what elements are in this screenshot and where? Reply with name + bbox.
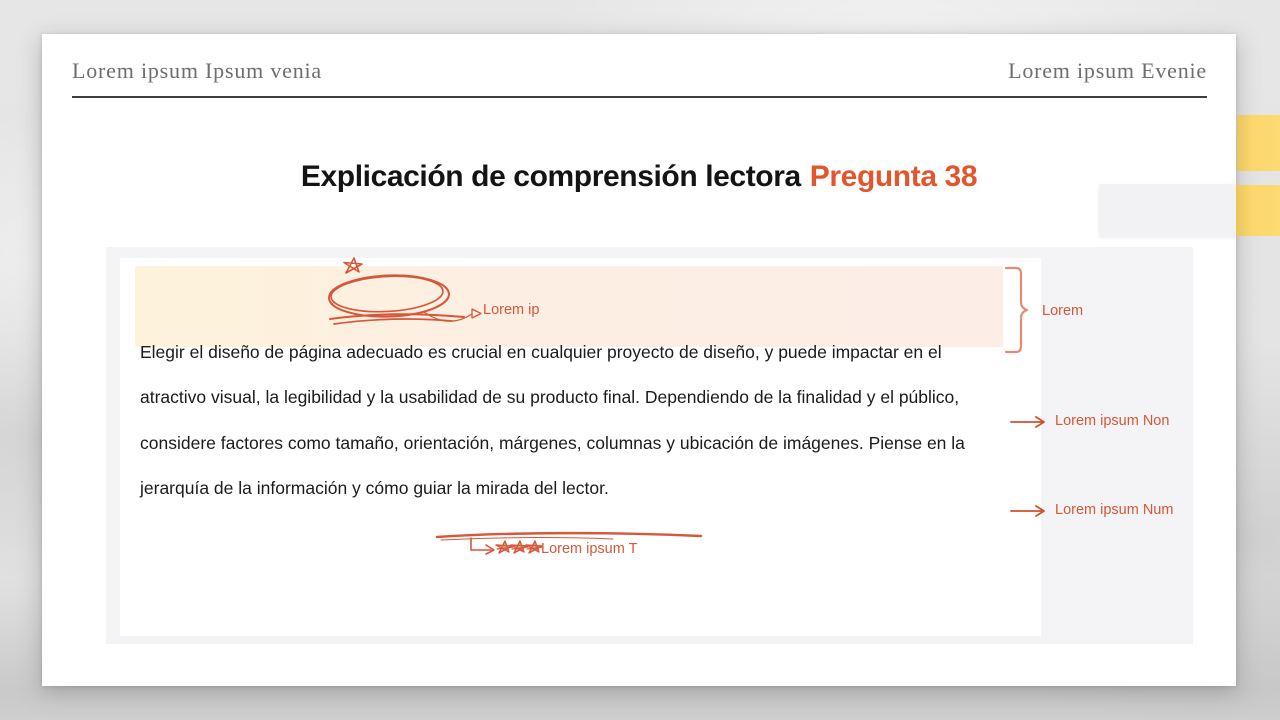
header-right-text: Lorem ipsum Evenie: [1008, 58, 1207, 83]
sticky-tab-top[interactable]: [1237, 115, 1280, 171]
strike-annotation-label: Lorem ipsum T: [541, 541, 638, 557]
arrow-top-icon: [1010, 414, 1050, 430]
arrow-bottom-icon: [1010, 503, 1050, 519]
arrow-top-label: Lorem ipsum Non: [1055, 413, 1170, 429]
circle-annotation-label: Lorem ip: [483, 302, 540, 318]
brace-annotation-label: Lorem: [1042, 303, 1084, 319]
brace-icon: [1004, 265, 1038, 355]
passage-line: Elegir el diseño de página adecuado es crucial en cualquier proyecto de diseño, y puede impactar en el: [140, 342, 942, 362]
header-divider: [72, 96, 1207, 98]
slide-title: [42, 160, 1236, 194]
passage-line: atractivo visual, la legibilidad y la usabilidad de su producto final. Dependiendo de la finalidad y el público,: [140, 387, 960, 408]
title-highlight: Pregunta 38: [809, 160, 978, 193]
reading-passage-box: [120, 258, 1041, 636]
passage-line: considere factores como tamaño, orientación, márgenes, columnas y ubicación de imágenes. Piense en la: [140, 432, 965, 453]
sticky-note-body[interactable]: [1099, 184, 1236, 237]
title-main: Explicación de comprensión lectora: [300, 160, 801, 193]
passage-text: [140, 330, 1030, 512]
slide-card: [42, 34, 1236, 686]
header-left-text: Lorem ipsum Ipsum venia: [72, 58, 322, 83]
slide-header: [72, 58, 1207, 84]
sticky-tab-bottom[interactable]: [1236, 185, 1280, 236]
arrow-bottom-label: Lorem ipsum Num: [1055, 502, 1174, 518]
circle-sketch-icon: [322, 256, 484, 334]
passage-line: jerarquía de la información y cómo guiar la mirada del lector.: [140, 478, 609, 499]
